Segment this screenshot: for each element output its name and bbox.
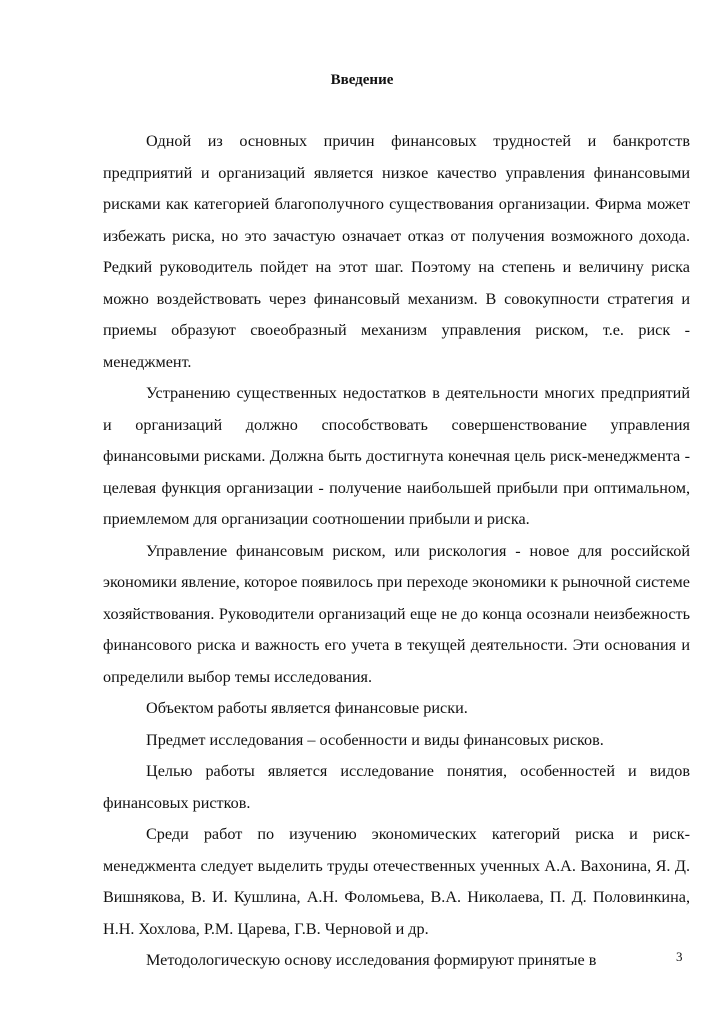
document-body [103, 126, 690, 977]
paragraph-subject: Предмет исследования – особенности и виды финансовых рисков. [146, 730, 604, 749]
paragraph-methodology: Методологическую основу исследования формируют принятые в [146, 951, 597, 969]
paragraph-intro-problem: Одной из основных причин финансовых трудностей и банкротств предприятий и организаций является низкое качество управления финансовыми рисками как категорией благополучного существования организации. Фирма может избежать риска, но это зачастую означает отказ от получения возможного дохода. Редкий руководитель пойдет на этот шаг. Поэтому на степень и величину риска можно воздействовать через финансовый механизм. В совокупности стратегия и приемы образуют своеобразный механизм управления риском, т.е. риск - менеджмент. [103, 132, 690, 371]
paragraph-object: Объектом работы является финансовые риски. [146, 699, 468, 717]
paragraph-literature: Среди работ по изучению экономических категорий риска и риск-менеджмента следует выделить труды отечественных ученных А.А. Вахонина, Я. Д. Вишнякова, В. И. Кушлина, А.Н. Фоломьева, В.А. Николаева, П. Д. Половинкина, Н.Н. Хохлова, Р.М. Царева, Г.В. Черновой и др. [103, 825, 690, 938]
paragraph-shortcomings: Устранению существенных недостатков в деятельности многих предприятий и организаций должно способствовать совершенствование управления финансовыми рисками. Должна быть достигнута конечная цель риск-менеджмента - целевая функция организации - получение наибольшей прибыли при оптимальном, приемлемом для организации соотношении прибыли и риска. [103, 384, 690, 528]
paragraph-goal: Целью работы является исследование понятия, особенностей и видов финансовых ристков. [103, 762, 690, 812]
paragraph-riskology: Управление финансовым риском, или рискология - новое для российской экономики явление, которое появилось при переходе экономики к рыночной системе хозяйствования. Руководители организаций еще не до конца осознали неизбежность финансового риска и важность его учета в текущей деятельности. Эти основания и определили выбор темы исследования. [103, 541, 690, 686]
section-title: Введение [330, 72, 394, 88]
page-number: 3 [676, 949, 683, 964]
